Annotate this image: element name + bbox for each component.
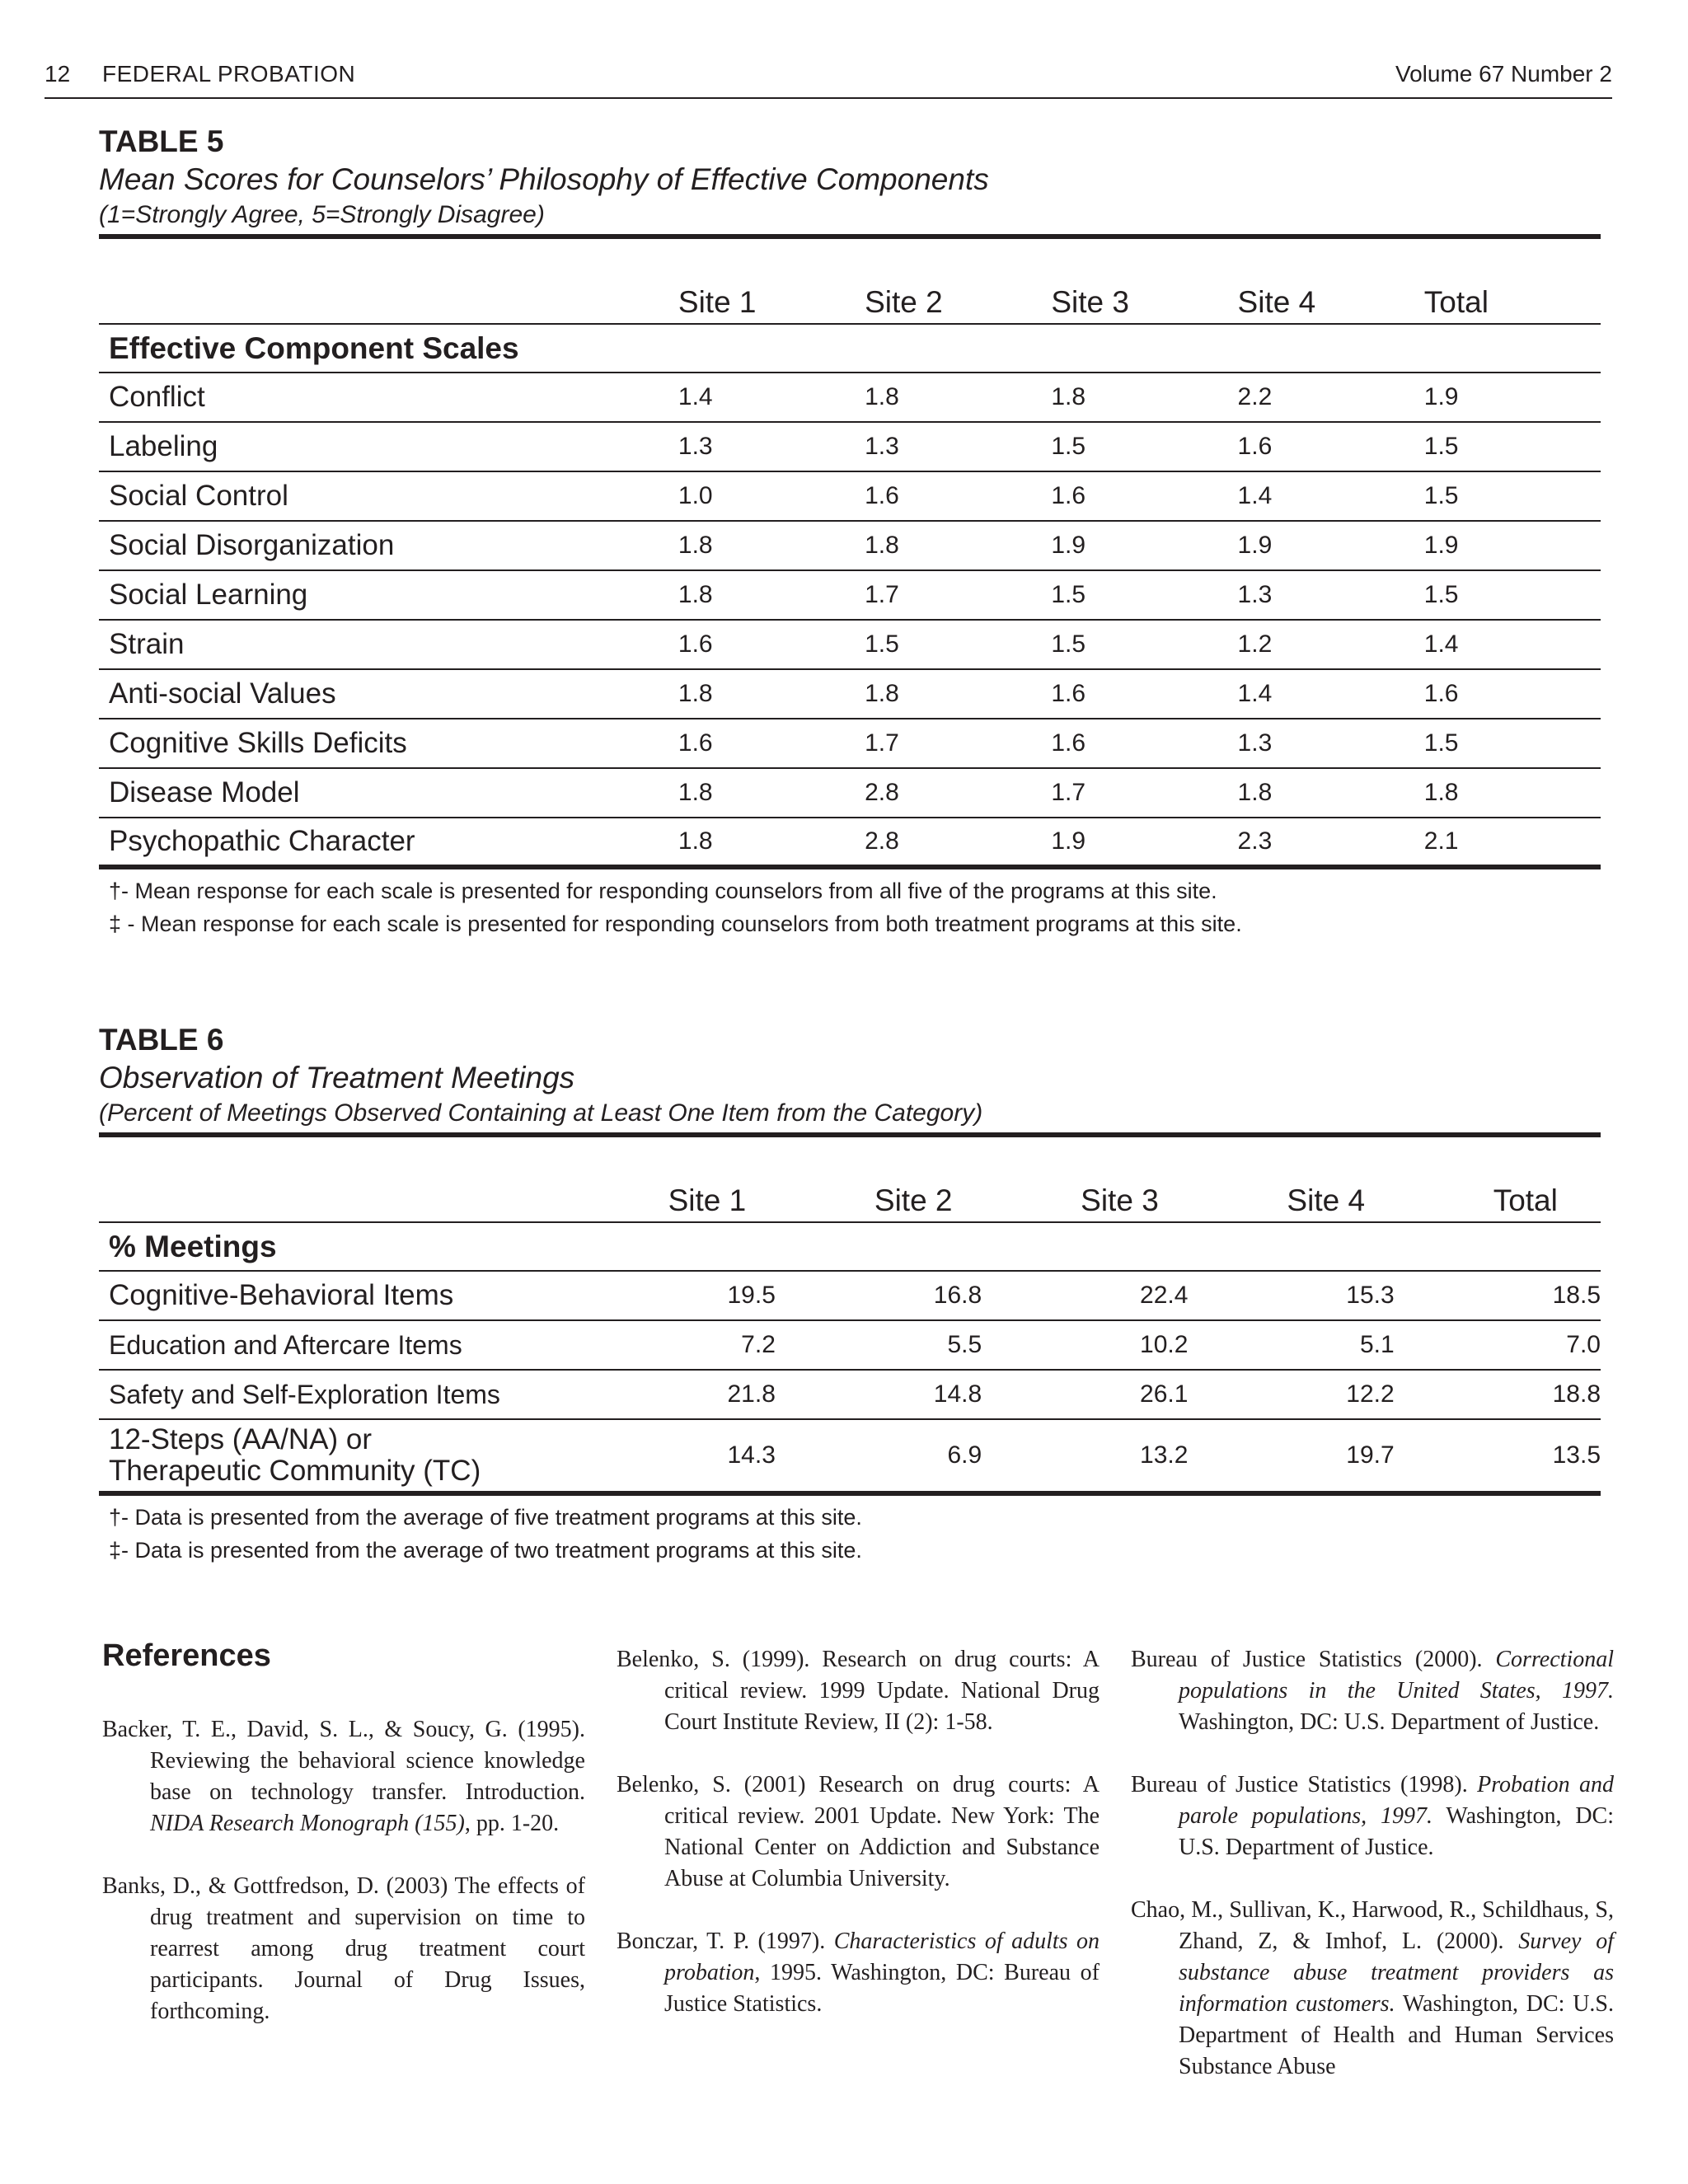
reference-text: Backer, T. E., David, S. L., & Soucy, G. (1995). Reviewing the behavioral science knowledge base on technology transfer. Introduction. bbox=[102, 1717, 585, 1805]
reference-entry bbox=[102, 1714, 585, 1840]
table-row bbox=[99, 768, 1601, 818]
reference-entry bbox=[1131, 1644, 1614, 1738]
table-6-column-headers bbox=[99, 1137, 1601, 1222]
cell-value: 1.8 bbox=[855, 669, 1041, 719]
cell-value: 1.6 bbox=[1041, 719, 1227, 768]
table-5-grid bbox=[99, 239, 1601, 869]
reference-entry bbox=[617, 1769, 1100, 1895]
cell-value: 1.5 bbox=[1414, 471, 1601, 521]
row-label: Cognitive-Behavioral Items bbox=[99, 1271, 570, 1320]
cell-value: 2.3 bbox=[1228, 818, 1414, 867]
volume-issue: Volume 67 Number 2 bbox=[1395, 61, 1612, 87]
cell-value: 1.5 bbox=[1414, 719, 1601, 768]
table-5-subtitle: (1=Strongly Agree, 5=Strongly Disagree) bbox=[99, 201, 545, 228]
cell-value: 1.8 bbox=[1228, 768, 1414, 818]
table-5-title: Mean Scores for Counselors’ Philosophy of Effective Components bbox=[99, 162, 989, 196]
cell-value: 13.5 bbox=[1395, 1419, 1601, 1493]
reference-text: Chao, M., Sullivan, K., Harwood, R., Schildhaus, S, Zhand, Z, & Imhof, L. (2000). bbox=[1131, 1897, 1614, 1954]
cell-value: 7.0 bbox=[1395, 1320, 1601, 1370]
reference-italic: Characteristics of adults on probation bbox=[664, 1929, 1100, 1985]
reference-text: Bureau of Justice Statistics (2000). bbox=[1131, 1647, 1496, 1672]
cell-value: 1.8 bbox=[1414, 768, 1601, 818]
cell-value: 1.5 bbox=[1041, 620, 1227, 669]
reference-entry bbox=[1131, 1769, 1614, 1863]
cell-value: 1.3 bbox=[668, 422, 855, 471]
cell-value: 22.4 bbox=[982, 1271, 1188, 1320]
table-6-grid bbox=[99, 1137, 1601, 1496]
page-number: 12 bbox=[45, 61, 71, 87]
row-label bbox=[99, 1419, 570, 1493]
row-label: Social Learning bbox=[99, 570, 668, 620]
table-6-title: Observation of Treatment Meetings bbox=[99, 1061, 575, 1094]
cell-value: 14.3 bbox=[570, 1419, 776, 1493]
cell-value: 1.6 bbox=[668, 719, 855, 768]
cell-value: 18.5 bbox=[1395, 1271, 1601, 1320]
cell-value: 7.2 bbox=[570, 1320, 776, 1370]
cell-value: 18.8 bbox=[1395, 1370, 1601, 1419]
row-label: Social Control bbox=[99, 471, 668, 521]
footnote-dagger: †- Data is presented from the average of five treatment programs at this site. bbox=[109, 1505, 862, 1530]
cell-value: 1.9 bbox=[1041, 818, 1227, 867]
reference-text: Washington, DC: U.S. Department of Justice. bbox=[1179, 1803, 1614, 1860]
row-label-line-2: Therapeutic Community (TC) bbox=[109, 1455, 481, 1487]
cell-value: 1.5 bbox=[1414, 422, 1601, 471]
table-row bbox=[99, 422, 1601, 471]
reference-entry bbox=[1131, 1895, 1614, 2083]
cell-value: 1.4 bbox=[1228, 471, 1414, 521]
column-header-site-1: Site 1 bbox=[570, 1137, 776, 1222]
cell-value: 13.2 bbox=[982, 1419, 1188, 1493]
table-row bbox=[99, 1419, 1601, 1493]
cell-value: 15.3 bbox=[1188, 1271, 1394, 1320]
cell-value: 1.5 bbox=[855, 620, 1041, 669]
cell-value: 1.9 bbox=[1414, 373, 1601, 422]
table-5-group-heading-row bbox=[99, 324, 1601, 373]
cell-value: 1.8 bbox=[668, 521, 855, 570]
cell-value: 1.6 bbox=[1228, 422, 1414, 471]
reference-text: , pp. 1-20. bbox=[464, 1811, 560, 1836]
table-6-subtitle: (Percent of Meetings Observed Containing at Least One Item from the Category) bbox=[99, 1099, 983, 1127]
cell-value: 1.8 bbox=[855, 521, 1041, 570]
table-6-group-heading-row bbox=[99, 1222, 1601, 1271]
table-row bbox=[99, 1271, 1601, 1320]
reference-text: Belenko, S. (1999). Research on drug courts: A critical review. 1999 Update. National Drug Court Institute Review, II (2): 1-58. bbox=[617, 1647, 1100, 1735]
cell-value: 1.7 bbox=[1041, 768, 1227, 818]
reference-text: , 1995. Washington, DC: Bureau of Justice Statistics. bbox=[664, 1960, 1100, 2017]
cell-value: 1.6 bbox=[1414, 669, 1601, 719]
cell-value: 1.9 bbox=[1228, 521, 1414, 570]
row-label: Cognitive Skills Deficits bbox=[99, 719, 668, 768]
reference-text: Banks, D., & Gottfredson, D. (2003) The effects of drug treatment and supervision on time to rearrest among drug treatment court participants. Journal of Drug Issues, forthcoming. bbox=[102, 1873, 585, 2024]
cell-value: 2.1 bbox=[1414, 818, 1601, 867]
reference-entry bbox=[102, 1871, 585, 2027]
reference-text: Washington, DC: U.S. Department of Justice. bbox=[1179, 1709, 1600, 1735]
cell-value: 1.6 bbox=[855, 471, 1041, 521]
column-header-site-1: Site 1 bbox=[668, 239, 855, 324]
table-6-footnotes bbox=[99, 1496, 1601, 1567]
row-label: Social Disorganization bbox=[99, 521, 668, 570]
column-header-site-4: Site 4 bbox=[1188, 1137, 1394, 1222]
table-5-label: TABLE 5 bbox=[99, 124, 224, 158]
cell-value: 1.3 bbox=[1228, 570, 1414, 620]
cell-value: 1.0 bbox=[668, 471, 855, 521]
cell-value: 16.8 bbox=[776, 1271, 982, 1320]
table-row bbox=[99, 1370, 1601, 1419]
table-row bbox=[99, 620, 1601, 669]
cell-value: 5.1 bbox=[1188, 1320, 1394, 1370]
table-5 bbox=[99, 124, 1601, 940]
reference-italic: NIDA Research Monograph (155) bbox=[150, 1811, 465, 1836]
cell-value: 14.8 bbox=[776, 1370, 982, 1419]
cell-value: 1.9 bbox=[1041, 521, 1227, 570]
references-column-2 bbox=[617, 1644, 1100, 2051]
cell-value: 1.7 bbox=[855, 570, 1041, 620]
cell-value: 1.8 bbox=[855, 373, 1041, 422]
column-header-site-3: Site 3 bbox=[1041, 239, 1227, 324]
table-row bbox=[99, 719, 1601, 768]
table-row bbox=[99, 471, 1601, 521]
references-column-1 bbox=[102, 1714, 585, 2059]
cell-value: 1.4 bbox=[1228, 669, 1414, 719]
reference-italic: Correctional populations in the United States, 1997. bbox=[1179, 1647, 1614, 1704]
cell-value: 1.8 bbox=[668, 818, 855, 867]
row-label: Anti-social Values bbox=[99, 669, 668, 719]
journal-title: FEDERAL PROBATION bbox=[102, 61, 356, 87]
reference-text: Bonczar, T. P. (1997). bbox=[617, 1929, 834, 1954]
cell-value: 5.5 bbox=[776, 1320, 982, 1370]
reference-italic: Survey of substance abuse treatment providers as information customers. bbox=[1179, 1929, 1615, 2017]
reference-text: Belenko, S. (2001) Research on drug courts: A critical review. 2001 Update. New York: The National Center on Addiction and Substance Abuse at Columbia University. bbox=[617, 1772, 1100, 1891]
cell-value: 1.2 bbox=[1228, 620, 1414, 669]
table-6-label: TABLE 6 bbox=[99, 1023, 224, 1057]
cell-value: 1.3 bbox=[855, 422, 1041, 471]
table-5-column-headers bbox=[99, 239, 1601, 324]
cell-value: 1.3 bbox=[1228, 719, 1414, 768]
cell-value: 1.9 bbox=[1414, 521, 1601, 570]
reference-italic: Probation and parole populations, 1997. bbox=[1179, 1772, 1614, 1829]
cell-value: 21.8 bbox=[570, 1370, 776, 1419]
cell-value: 2.8 bbox=[855, 818, 1041, 867]
row-label-line-1: 12-Steps (AA/NA) or bbox=[109, 1423, 372, 1455]
column-header-site-4: Site 4 bbox=[1228, 239, 1414, 324]
cell-value: 1.6 bbox=[1041, 471, 1227, 521]
cell-value: 1.5 bbox=[1414, 570, 1601, 620]
footnote-dagger: †- Mean response for each scale is presented for responding counselors from all five of the programs at this site. bbox=[109, 879, 1217, 903]
table-row bbox=[99, 818, 1601, 867]
cell-value: 2.8 bbox=[855, 768, 1041, 818]
row-label: Psychopathic Character bbox=[99, 818, 668, 867]
cell-value: 6.9 bbox=[776, 1419, 982, 1493]
cell-value: 1.4 bbox=[668, 373, 855, 422]
column-header-site-3: Site 3 bbox=[982, 1137, 1188, 1222]
cell-value: 1.8 bbox=[668, 669, 855, 719]
cell-value: 1.6 bbox=[1041, 669, 1227, 719]
reference-entry bbox=[617, 1926, 1100, 2020]
cell-value: 1.5 bbox=[1041, 422, 1227, 471]
cell-value: 19.7 bbox=[1188, 1419, 1394, 1493]
running-header bbox=[45, 58, 1612, 99]
cell-value: 1.5 bbox=[1041, 570, 1227, 620]
cell-value: 12.2 bbox=[1188, 1370, 1394, 1419]
table-row bbox=[99, 373, 1601, 422]
table-row bbox=[99, 521, 1601, 570]
cell-value: 10.2 bbox=[982, 1320, 1188, 1370]
row-label: Labeling bbox=[99, 422, 668, 471]
cell-value: 19.5 bbox=[570, 1271, 776, 1320]
cell-value: 1.8 bbox=[1041, 373, 1227, 422]
table-row bbox=[99, 669, 1601, 719]
cell-value: 26.1 bbox=[982, 1370, 1188, 1419]
group-heading: % Meetings bbox=[99, 1222, 1601, 1271]
column-header-total: Total bbox=[1414, 239, 1601, 324]
row-label: Conflict bbox=[99, 373, 668, 422]
column-header-blank bbox=[99, 239, 668, 324]
cell-value: 1.8 bbox=[668, 768, 855, 818]
row-label: Education and Aftercare Items bbox=[99, 1320, 570, 1370]
cell-value: 1.8 bbox=[668, 570, 855, 620]
cell-value: 2.2 bbox=[1228, 373, 1414, 422]
table-5-footnotes bbox=[99, 869, 1601, 940]
table-6 bbox=[99, 1022, 1601, 1567]
table-row bbox=[99, 570, 1601, 620]
reference-text: Washington, DC: U.S. Department of Health and Human Services Substance Abuse bbox=[1179, 1991, 1614, 2079]
column-header-site-2: Site 2 bbox=[776, 1137, 982, 1222]
footnote-double-dagger: ‡- Data is presented from the average of two treatment programs at this site. bbox=[109, 1538, 862, 1563]
reference-entry bbox=[617, 1644, 1100, 1738]
table-row bbox=[99, 1320, 1601, 1370]
footnote-double-dagger: ‡ - Mean response for each scale is presented for responding counselors from both treatment programs at this site. bbox=[109, 912, 1242, 936]
cell-value: 1.7 bbox=[855, 719, 1041, 768]
group-heading: Effective Component Scales bbox=[99, 324, 1601, 373]
column-header-total: Total bbox=[1395, 1137, 1601, 1222]
references-column-3 bbox=[1131, 1644, 1614, 2114]
cell-value: 1.6 bbox=[668, 620, 855, 669]
row-label: Safety and Self-Exploration Items bbox=[99, 1370, 570, 1419]
reference-text: Bureau of Justice Statistics (1998). bbox=[1131, 1772, 1478, 1797]
row-label: Strain bbox=[99, 620, 668, 669]
cell-value: 1.4 bbox=[1414, 620, 1601, 669]
references-heading: References bbox=[102, 1638, 271, 1673]
column-header-site-2: Site 2 bbox=[855, 239, 1041, 324]
row-label: Disease Model bbox=[99, 768, 668, 818]
column-header-blank bbox=[99, 1137, 570, 1222]
